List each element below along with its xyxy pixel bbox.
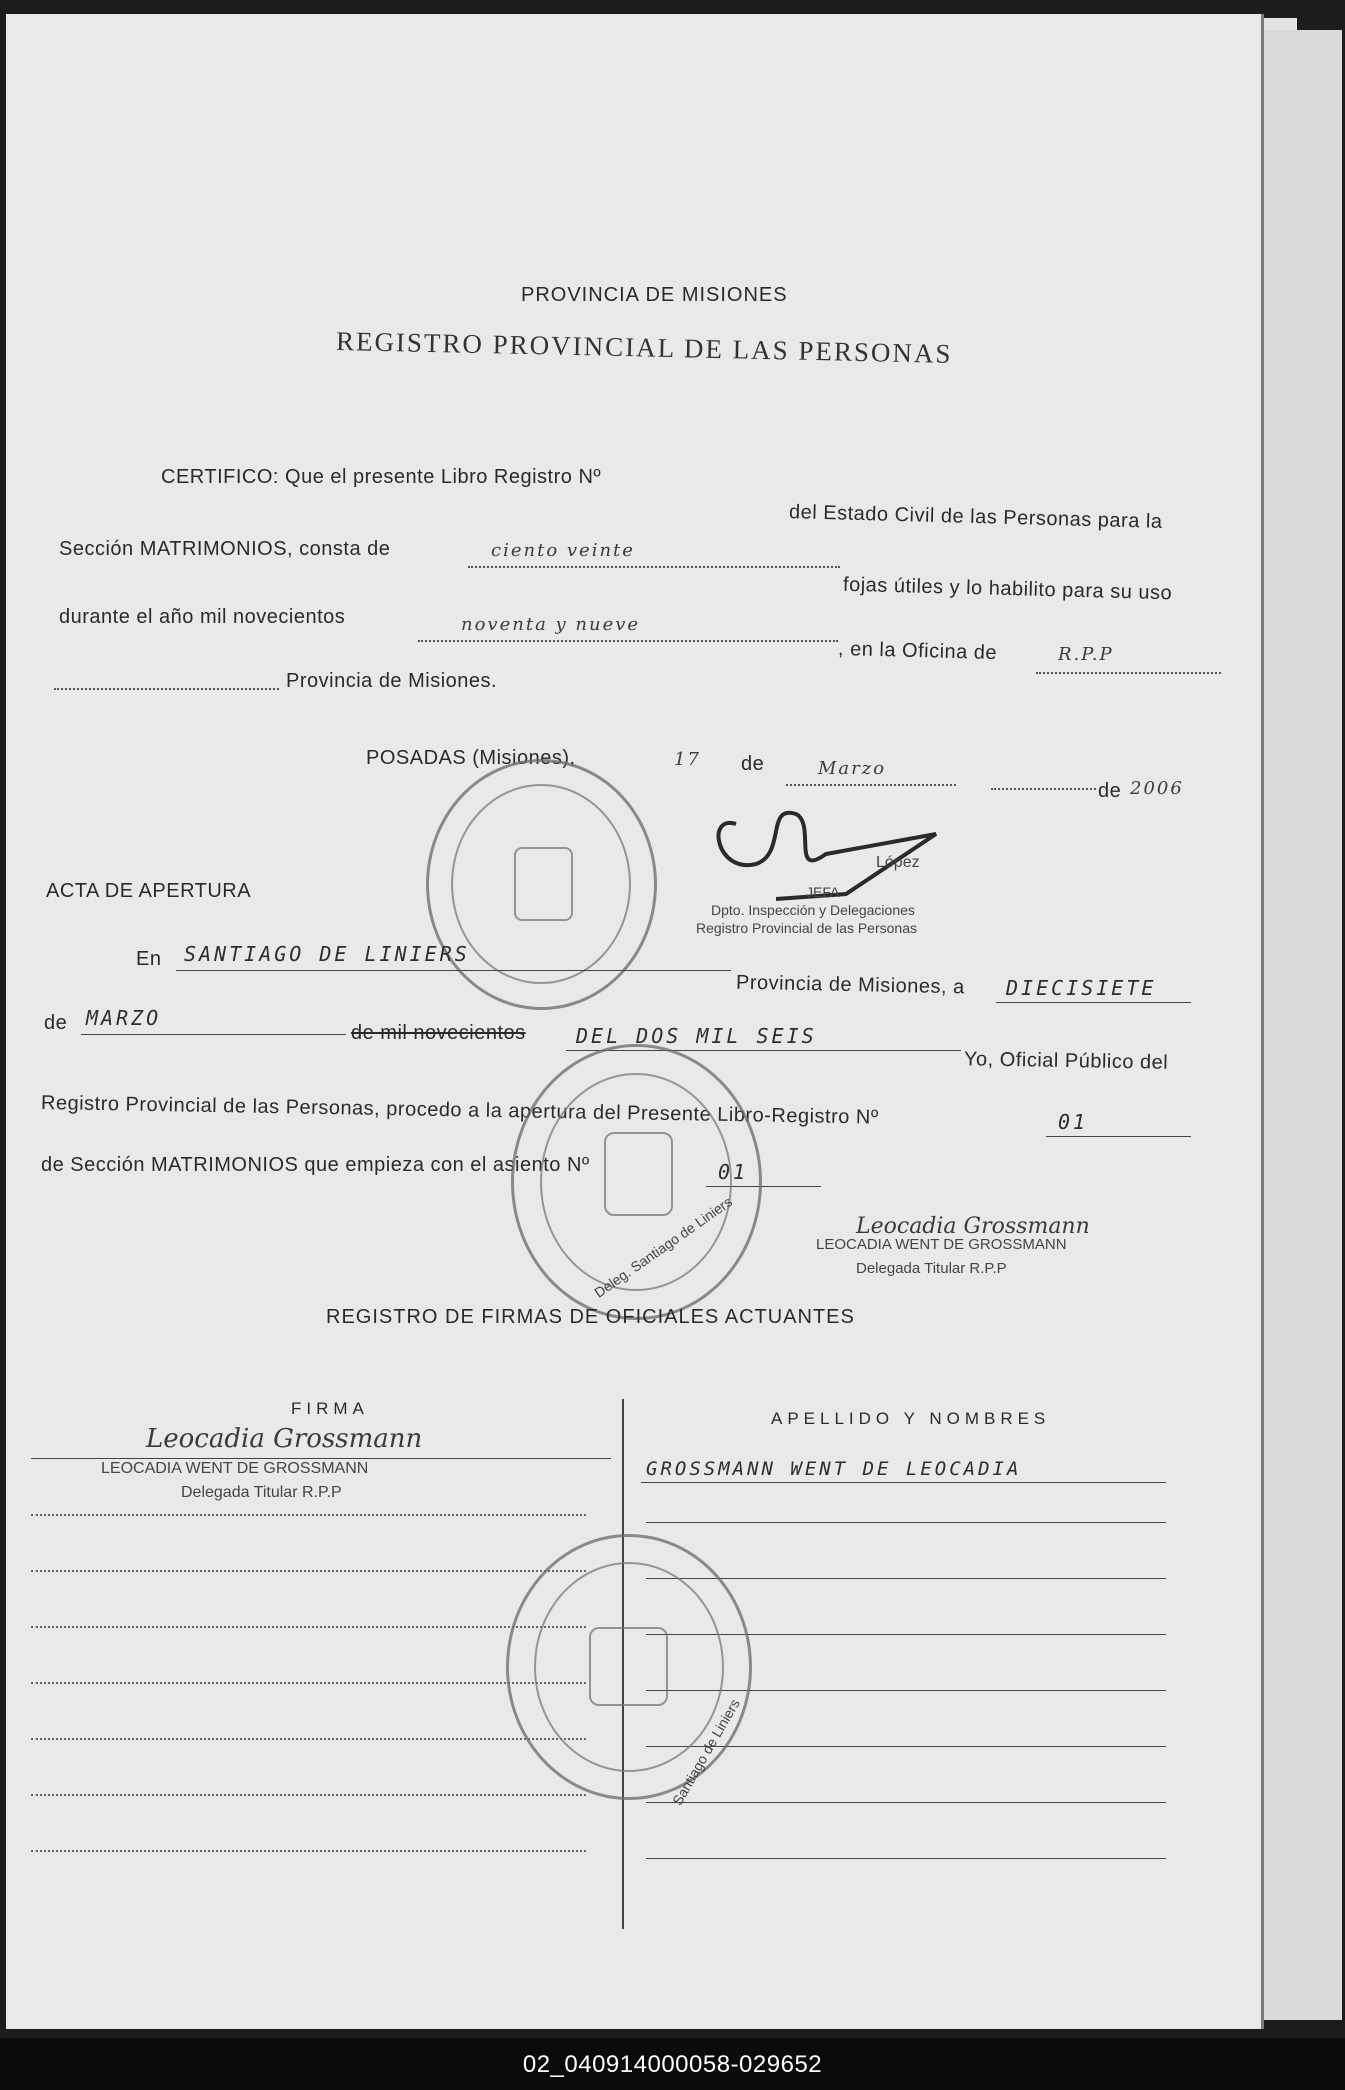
cert-month-handwritten: Marzo: [818, 758, 887, 779]
acta-struck-text: de mil novecientos: [351, 1022, 526, 1044]
acta-place-handwritten: SANTIAGO DE LINIERS: [184, 942, 470, 966]
registry-title: REGISTRO PROVINCIAL DE LAS PERSONAS: [335, 326, 953, 369]
cert-de-2: de: [1098, 780, 1122, 802]
acta-place-line: [176, 970, 731, 971]
cert-office-dotted-line: [1036, 672, 1221, 674]
acta-line4: de Sección MATRIMONIOS que empieza con el asiento Nº: [41, 1154, 590, 1176]
document-id-footer: 02_040914000058-029652: [522, 2051, 823, 2078]
cert-line1-b: del Estado Civil de las Personas para la: [788, 501, 1163, 533]
firma-row1-line: [31, 1458, 611, 1459]
acta-signature-script: Leocadia Grossmann: [856, 1214, 1090, 1239]
jefa-role: JEFA: [806, 884, 840, 900]
jefa-name: López: [876, 854, 920, 871]
apellido-row7-line: [646, 1802, 1166, 1803]
acta-asiento-handwritten: 01: [718, 1160, 749, 1184]
col-apellido-header: APELLIDO Y NOMBRES: [771, 1409, 1051, 1428]
firma-row5-line: [31, 1682, 586, 1684]
apellido-row3-line: [646, 1578, 1166, 1579]
firma-row3-line: [31, 1570, 586, 1572]
firma-row4-line: [31, 1626, 586, 1628]
stamp-3-text: Santiago de Liniers: [669, 1696, 743, 1808]
cert-line3-b: , en la Oficina de: [837, 637, 998, 665]
acta-line3: Registro Provincial de las Personas, procedo a la apertura del Presente Libro-Registro Nº: [40, 1092, 879, 1129]
stamp-2-text: Deleg. Santiago de Liniers: [591, 1193, 735, 1301]
apellido-row1-line: [641, 1482, 1166, 1483]
back-page-edge-2: [1260, 30, 1342, 2020]
acta-day-line: [996, 1002, 1191, 1003]
firma-row1-script: Leocadia Grossmann: [146, 1424, 423, 1454]
apellido-row8-line: [646, 1858, 1166, 1859]
acta-signer-role: Delegada Titular R.P.P: [856, 1260, 1007, 1277]
firma-row6-line: [31, 1738, 586, 1740]
official-seal-stamp-2: [511, 1044, 762, 1320]
cert-fojas-dotted-line: [468, 566, 840, 568]
apellido-row2-line: [646, 1522, 1166, 1523]
cert-de-1: de: [741, 753, 765, 775]
jefa-dept-1: Dpto. Inspección y Delegaciones: [711, 902, 915, 918]
firma-row1-name: LEOCADIA WENT DE GROSSMANN: [101, 1460, 369, 1477]
cert-cert-year-handwritten: 2006: [1130, 778, 1184, 799]
firma-row2-line: [31, 1514, 586, 1516]
acta-signer-name: LEOCADIA WENT DE GROSSMANN: [816, 1236, 1067, 1253]
cert-line2-b: fojas útiles y lo habilito para su uso: [842, 573, 1173, 605]
acta-day-handwritten: DIECISIETE: [1006, 976, 1157, 1000]
firma-row8-line: [31, 1850, 586, 1852]
cert-line4: Provincia de Misiones.: [286, 670, 498, 692]
acta-prov-text: Provincia de Misiones, a: [735, 971, 965, 999]
acta-libro-handwritten: 01: [1058, 1110, 1089, 1134]
cert-line3-a: durante el año mil novecientos: [59, 606, 346, 628]
firmas-title: REGISTRO DE FIRMAS DE OFICIALES ACTUANTES: [326, 1306, 855, 1328]
acta-year-handwritten: DEL DOS MIL SEIS: [576, 1024, 817, 1048]
apellido-row1-handwritten: GROSSMANN WENT DE LEOCADIA: [646, 1458, 1022, 1480]
col-firma-header: FIRMA: [291, 1399, 369, 1418]
cert-fojas-handwritten: ciento veinte: [491, 540, 635, 561]
cert-year-dotted-line: [418, 640, 838, 642]
cert-place: POSADAS (Misiones),: [366, 747, 576, 769]
cert-line2-a: Sección MATRIMONIOS, consta de: [59, 538, 391, 560]
jefa-dept-2: Registro Provincial de las Personas: [696, 920, 917, 936]
acta-month-line: [81, 1034, 346, 1035]
cert-line4-dotted-line: [54, 688, 279, 690]
acta-month-handwritten: MARZO: [86, 1006, 162, 1030]
official-seal-stamp-3: [506, 1534, 752, 1800]
cert-office-handwritten: R.P.P: [1058, 644, 1114, 665]
firma-row1-role: Delegada Titular R.P.P: [181, 1484, 342, 1501]
cert-year-dotted-line-2: [991, 788, 1096, 790]
cert-day-handwritten: 17: [674, 749, 701, 770]
acta-libro-line: [1046, 1136, 1191, 1137]
cert-year-handwritten: noventa y nueve: [461, 614, 641, 635]
acta-yo-text: Yo, Oficial Público del: [963, 1048, 1169, 1074]
province-title: PROVINCIA DE MISIONES: [521, 284, 788, 306]
firma-row7-line: [31, 1794, 586, 1796]
cert-line1-a: CERTIFICO: Que el presente Libro Registro Nº: [161, 466, 602, 488]
acta-de: de: [44, 1012, 68, 1034]
document-page: [6, 14, 1264, 2029]
acta-en: En: [136, 948, 162, 970]
official-seal-stamp-1: [426, 759, 657, 1010]
acta-title: ACTA DE APERTURA: [46, 880, 252, 902]
